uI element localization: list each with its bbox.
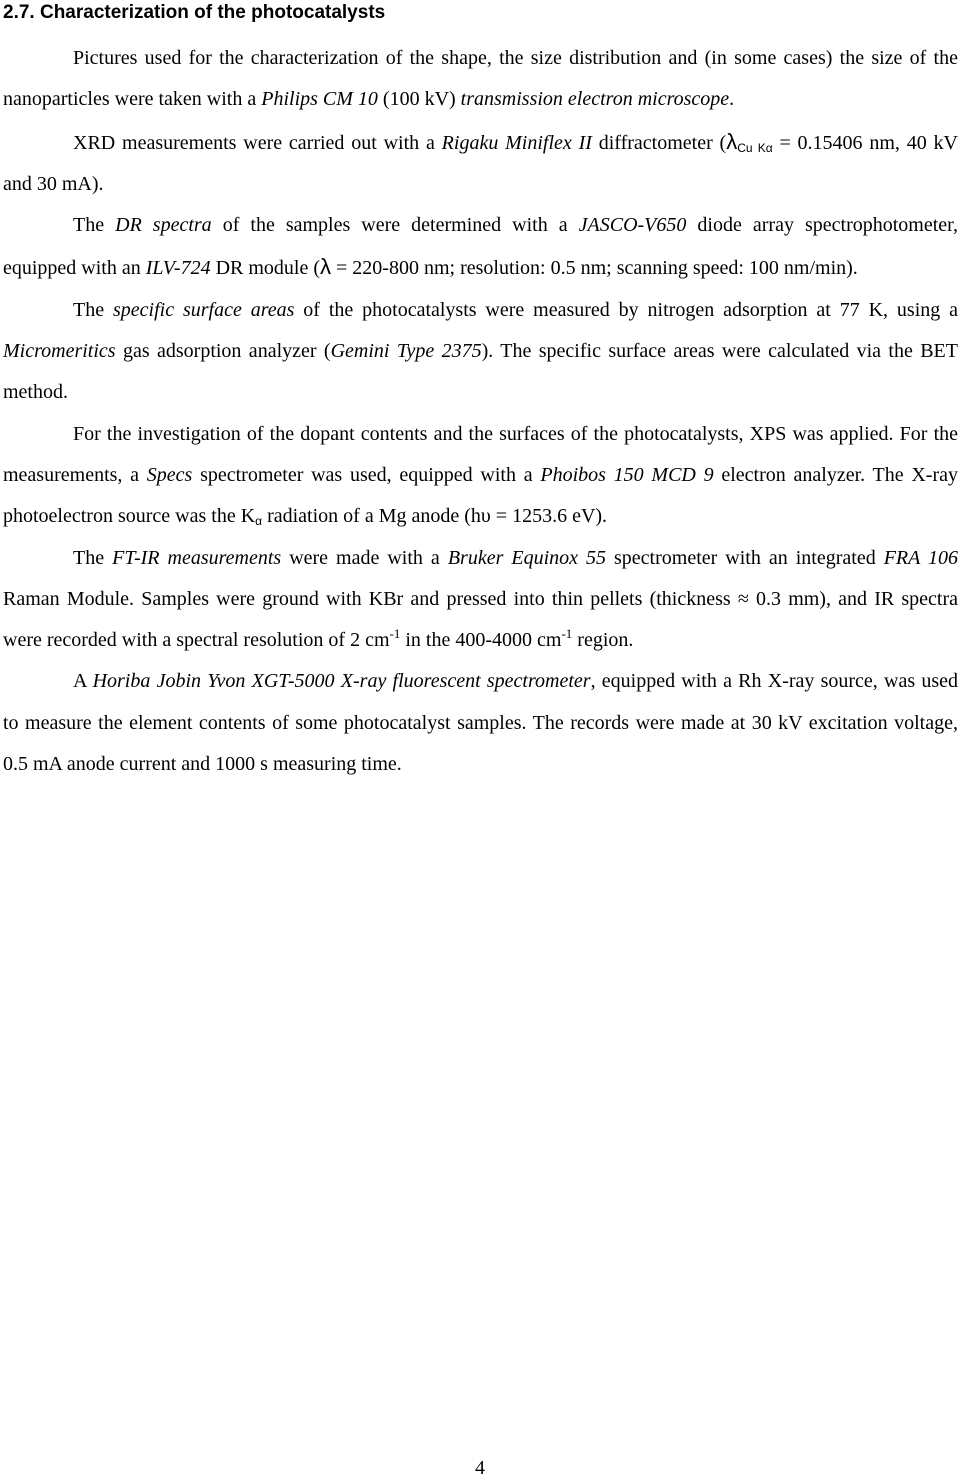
instrument-name: Gemini Type 2375 [330, 340, 482, 363]
text-run: spectrometer with an integrated [606, 546, 884, 569]
text-run: , equipped with a Rh X-ray source, was used to measure the element contents of some photocatalyst samples. The records were made at 30 kV excitation voltage, 0.5 mA anode current and 1000 s measuring time. [3, 670, 958, 776]
text-run: region. [572, 629, 634, 652]
text-run: Raman Module. Samples were ground with KBr and pressed into thin pellets (thickness [3, 587, 738, 610]
text-run: For the investigation of the dopant contents and the surfaces of the photocatalysts, XPS was applied. For the measurements, a [3, 422, 958, 486]
text-run: The [73, 546, 113, 569]
instrument-name: ILV-724 [145, 257, 211, 280]
section-heading [3, 0, 958, 26]
text-run: spectrometer was used, equipped with a [192, 463, 541, 486]
document-page [3, 0, 958, 1482]
section-title: Characterization of the photocatalysts [39, 2, 386, 23]
text-run: radiation of a Mg anode (hυ = 1253.6 eV). [262, 505, 608, 528]
text-run: of the samples were determined with a [211, 214, 579, 237]
emphasis: specific surface areas [112, 298, 295, 321]
superscript: -1 [561, 626, 573, 642]
lambda-subscript: Cu Kα [737, 140, 773, 155]
paragraph-xrf [3, 661, 958, 785]
instrument-name: Philips CM 10 [261, 88, 378, 111]
emphasis: DR spectra [115, 214, 212, 237]
paragraph-xps [3, 414, 958, 538]
paragraph-dr-spectra [3, 205, 958, 290]
text-run: in the 400-4000 cm [400, 629, 562, 652]
text-run: were made with a [281, 546, 448, 569]
text-run: DR module ( [210, 257, 321, 280]
text-run: Pictures used for the characterization of the shape, the size distribution and (in some cases) the size of the nanoparticles were taken with a [3, 47, 958, 111]
instrument-name: FRA 106 [883, 546, 959, 569]
superscript: -1 [389, 626, 401, 642]
text-run: = 0.15406 nm, 40 kV and 30 mA). [3, 131, 958, 195]
text-run: The [73, 298, 113, 321]
text-run: The [73, 214, 116, 237]
text-run: diffractometer ( [591, 131, 727, 154]
paragraph-surface-area [3, 290, 958, 414]
paragraph-tem [3, 38, 958, 121]
text-run: XRD measurements were carried out with a [73, 131, 442, 154]
instrument-name: Phoibos 150 MCD 9 [540, 463, 714, 486]
instrument-name: Bruker Equinox 55 [447, 546, 607, 569]
emphasis: FT-IR measurements [112, 546, 282, 569]
text-run: gas adsorption analyzer ( [115, 340, 331, 363]
lambda-symbol: λ [726, 128, 738, 154]
text-run: 0.3 mm), and IR spectra were recorded with a spectral resolution of 2 cm [3, 587, 959, 652]
approx-symbol: ≈ [737, 587, 749, 610]
text-run: diode array spectrophotometer, equipped with an [3, 214, 959, 280]
paragraph-xrd [3, 121, 958, 206]
text-run: (100 kV) [377, 88, 461, 111]
page-number: 4 [475, 1457, 485, 1479]
instrument-name: transmission electron microscope [460, 88, 730, 111]
lambda-symbol: λ [320, 254, 332, 280]
instrument-name: Horiba Jobin Yvon XGT-5000 X-ray fluorescent spectrometer [92, 670, 591, 693]
section-number: 2.7. [3, 2, 35, 23]
instrument-name: JASCO-V650 [578, 214, 687, 237]
instrument-name: Specs [146, 463, 193, 486]
text-run: A [73, 670, 93, 693]
instrument-name: Rigaku Miniflex II [441, 131, 592, 154]
text-run: . [729, 88, 735, 111]
text-run: electron analyzer. The X-ray photoelectron source was the K [3, 463, 958, 528]
text-run: ). The specific surface areas were calculated via the BET method. [3, 340, 958, 404]
text-run: of the photocatalysts were measured by nitrogen adsorption at 77 K, using a [294, 298, 959, 321]
paragraph-ftir [3, 538, 958, 662]
instrument-name: Micromeritics [3, 340, 116, 363]
text-run: = 220-800 nm; resolution: 0.5 nm; scanning speed: 100 nm/min). [331, 257, 858, 280]
k-alpha-subscript: α [255, 514, 263, 529]
